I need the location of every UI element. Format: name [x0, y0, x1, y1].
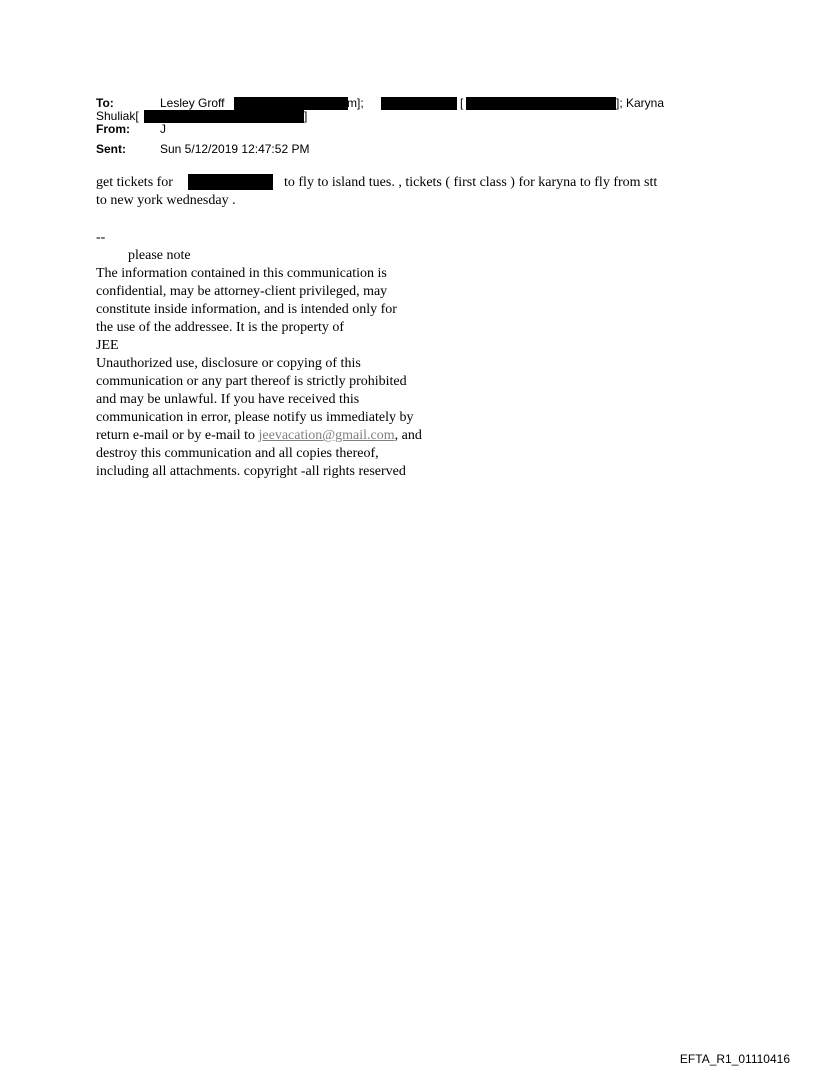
redaction-block [466, 97, 616, 110]
disclaimer-line: JEE [96, 338, 119, 353]
disclaimer-line: Unauthorized use, disclosure or copying of this [96, 356, 361, 371]
body-line-1 [96, 174, 736, 192]
redaction-block [188, 174, 273, 190]
sent-label: Sent: [96, 142, 126, 156]
disclaimer-line: including all attachments. copyright -all rights reserved [96, 464, 406, 479]
disclaimer-return-suffix: , and [394, 428, 422, 443]
to-separator-1: m]; [347, 96, 364, 110]
disclaimer-line: The information contained in this communication is [96, 266, 387, 281]
disclaimer-line: communication or any part thereof is strictly prohibited [96, 374, 407, 389]
email-link[interactable]: jeevacation@gmail.com [258, 428, 395, 443]
to-name-1: Lesley Groff [160, 96, 225, 110]
to-label: To: [96, 96, 114, 110]
sent-row [96, 143, 716, 156]
to-line2-close: ] [304, 109, 308, 123]
sent-value: Sun 5/12/2019 12:47:52 PM [160, 142, 310, 156]
redaction-block [234, 97, 348, 110]
to-line2-name: Shuliak[ [96, 109, 139, 123]
please-note: please note [128, 248, 191, 263]
disclaimer [96, 265, 516, 481]
disclaimer-line: communication in error, please notify us immediately by [96, 410, 414, 425]
disclaimer-line: confidential, may be attorney-client privileged, may [96, 284, 388, 299]
body-line-1-start: get tickets for [96, 175, 173, 190]
body-line-2: to new york wednesday . [96, 193, 236, 208]
disclaimer-line: constitute inside information, and is intended only for [96, 302, 397, 317]
signature-dashes: -- [96, 230, 106, 245]
document-id: EFTA_R1_01110416 [679, 1052, 790, 1066]
from-label: From: [96, 122, 130, 136]
to-separator-2: ]; Karyna [616, 96, 665, 110]
from-row [96, 123, 716, 136]
disclaimer-line: destroy this communication and all copies thereof, [96, 446, 379, 461]
disclaimer-line: and may be unlawful. If you have received this [96, 392, 360, 407]
from-value: J [160, 122, 166, 136]
to-row-continued [96, 110, 716, 123]
body-line-1-end: to fly to island tues. , tickets ( first class ) for karyna to fly from stt [284, 175, 658, 190]
disclaimer-return-prefix: return e-mail or by e-mail to [96, 428, 259, 443]
disclaimer-line-email [96, 427, 516, 445]
redaction-block [144, 110, 304, 123]
redaction-block [381, 97, 457, 110]
to-bracket-open: [ [460, 96, 464, 110]
to-row [96, 97, 716, 110]
disclaimer-line: the use of the addressee. It is the property of [96, 320, 345, 335]
